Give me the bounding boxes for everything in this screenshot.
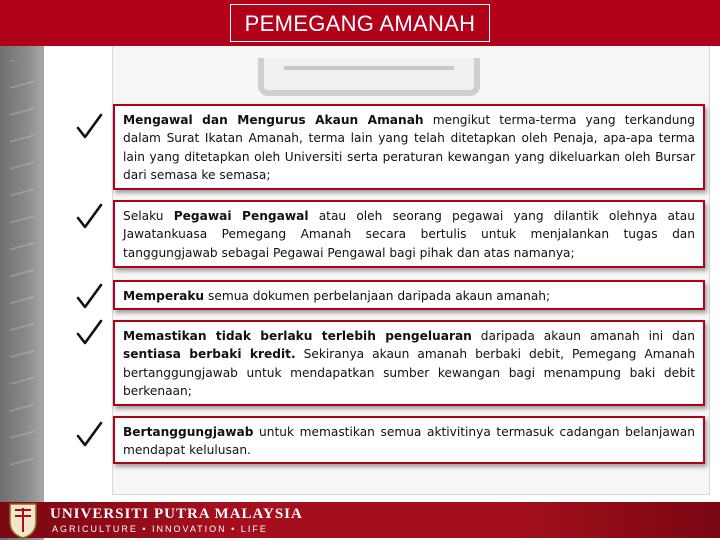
list-item-5 [113,416,705,464]
check-icon [74,282,104,312]
left-decor-panel [0,0,44,540]
list-item-3 [113,280,705,310]
university-crest-icon [6,498,40,540]
item-5-text: untuk memastikan semua aktivitinya termasuk cadangan belanjawan mendapat kelulusan. [123,425,695,458]
item-2-pre: Selaku [123,209,174,223]
university-motto: AGRICULTURE • INNOVATION • LIFE [52,524,268,534]
item-4-text-2: Sekiranya akaun amanah berbaki debit, Pemegang Amanah bertanggungjawab untuk mendapatkan sumber kewangan bagi menampung baki debit berkenaan; [123,347,695,399]
item-4-bold-2: sentiasa berbaki kredit. [123,347,296,362]
item-1-text: mengikut terma-terma yang terkandung dalam Surat Ikatan Amanah, terma lain yang telah ditetapkan oleh Penaja, apa-apa terma lain yang ditetapkan oleh Universiti serta peraturan kewangan yang dikeluarkan oleh Bursar dari semasa ke semasa; [123,113,695,183]
slide-title: PEMEGANG AMANAH [230,4,491,42]
item-3-bold: Memperaku [123,289,205,303]
title-bar [0,0,720,46]
item-2-bold: Pegawai Pengawal [173,209,309,223]
list-item-2 [113,200,705,268]
check-icon [74,318,104,348]
item-2-text: atau oleh seorang pegawai yang dilantik olehnya atau Jawatankuasa Pemegang Amanah secara bertulis untuk menjalankan tugas dan tanggungjawab sebagai Pegawai Pengawal bagi pihak dan atas namanya; [123,209,695,260]
item-4-text: daripada akaun amanah ini dan [471,329,695,343]
item-1-bold: Mengawal dan Mengurus Akaun Amanah [123,113,424,127]
item-3-text: semua dokumen perbelanjaan daripada akaun amanah; [204,289,551,303]
list-item-1 [113,104,705,190]
clipboard-clip [258,58,480,96]
item-4-bold: Memastikan tidak berlaku terlebih pengeluaran [123,329,472,343]
check-icon [74,420,104,450]
check-icon [74,112,104,142]
footer [0,498,720,540]
list-item-4 [113,320,705,406]
item-5-bold: Bertanggungjawab [123,425,254,439]
check-icon [74,202,104,232]
university-name: UNIVERSITI PUTRA MALAYSIA [50,506,303,522]
